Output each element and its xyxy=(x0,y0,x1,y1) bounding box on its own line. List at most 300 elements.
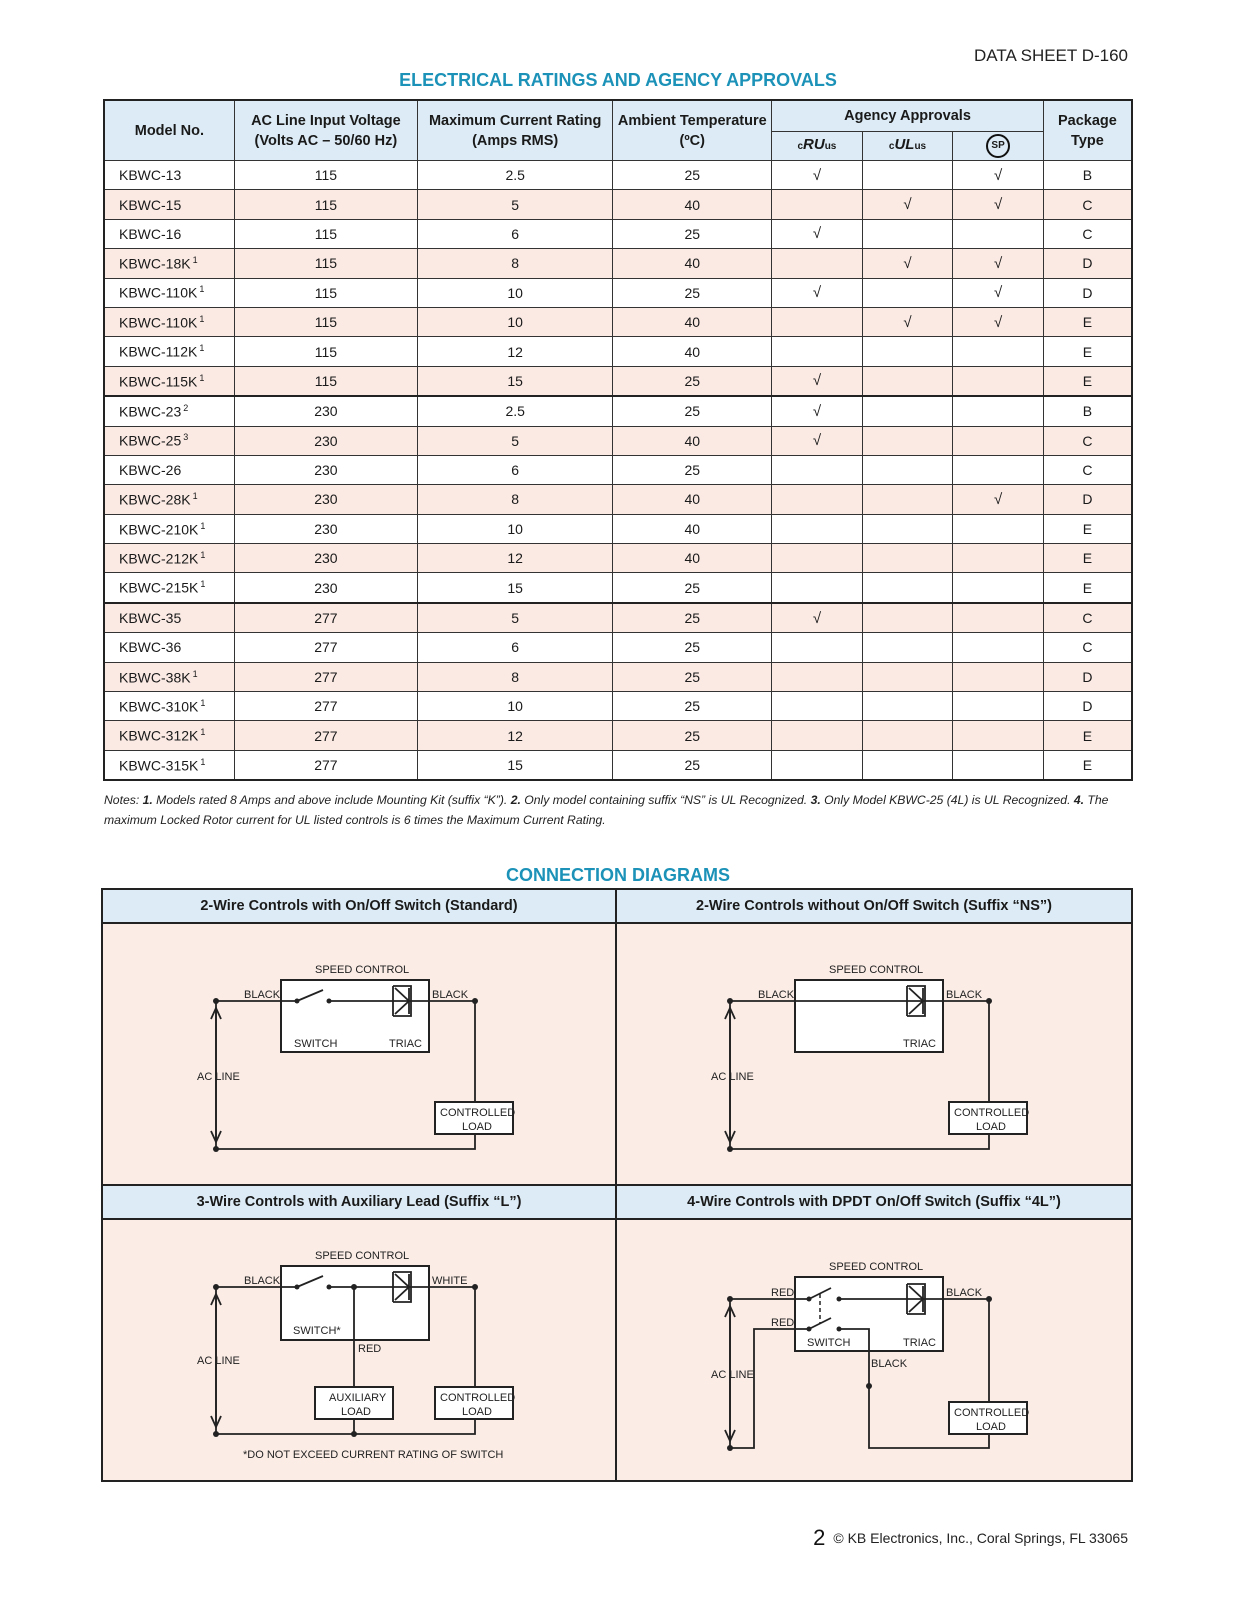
cell-ul-approval xyxy=(862,190,953,219)
cell-current: 15 xyxy=(417,750,612,780)
diagram-title: 2-Wire Controls with On/Off Switch (Standard) xyxy=(103,890,615,924)
check-icon: √ xyxy=(812,372,822,390)
model-footnote-ref: 1 xyxy=(199,372,205,383)
check-icon: √ xyxy=(903,254,912,272)
label-black-right: BLACK xyxy=(946,1287,983,1299)
cell-voltage: 115 xyxy=(234,278,417,307)
sheet-id: DATA SHEET D-160 xyxy=(974,46,1128,65)
cell-ur-approval xyxy=(772,366,863,396)
cell-csa-approval xyxy=(953,455,1044,484)
cell-temp: 40 xyxy=(613,485,772,514)
cell-ul-approval xyxy=(862,603,953,633)
table-row xyxy=(104,485,1132,514)
model-name: KBWC-18K xyxy=(119,255,191,272)
cell-csa-approval xyxy=(953,337,1044,366)
cell-csa-approval xyxy=(953,219,1044,248)
cell-voltage: 230 xyxy=(234,396,417,426)
cell-voltage: 230 xyxy=(234,544,417,573)
model-name: KBWC-212K xyxy=(119,550,199,567)
check-icon: √ xyxy=(812,284,822,302)
table-row xyxy=(104,455,1132,484)
cell-model xyxy=(104,485,234,514)
cell-package: D xyxy=(1043,662,1132,691)
cell-current: 8 xyxy=(417,662,612,691)
copyright: © KB Electronics, Inc., Coral Springs, FL 33065 xyxy=(833,1530,1128,1546)
notes-prefix: Notes: xyxy=(104,793,143,807)
csa-logo-mark: SP xyxy=(986,134,1010,158)
cell-model xyxy=(104,455,234,484)
cell-ul-approval xyxy=(862,544,953,573)
cell-csa-approval xyxy=(953,426,1044,455)
cell-voltage: 115 xyxy=(234,337,417,366)
cell-temp: 40 xyxy=(613,514,772,543)
cell-current: 2.5 xyxy=(417,161,612,190)
model-name: KBWC-36 xyxy=(119,639,182,656)
label-controlled: CONTROLLED xyxy=(440,1107,516,1119)
cell-csa-approval xyxy=(953,396,1044,426)
ur-logo-mark: RU xyxy=(803,136,825,153)
table-row xyxy=(104,662,1132,691)
check-icon: √ xyxy=(993,490,1003,508)
table-row xyxy=(104,544,1132,573)
cell-model xyxy=(104,337,234,366)
diagram-title: 3-Wire Controls with Auxiliary Lead (Suffix “L”) xyxy=(103,1186,615,1220)
cell-package: C xyxy=(1043,426,1132,455)
ul-logo-mark: UL xyxy=(894,136,915,153)
cell-package: D xyxy=(1043,485,1132,514)
cell-ur-approval xyxy=(772,544,863,573)
model-footnote-ref: 1 xyxy=(200,520,206,531)
col-header-current-line2: (Amps RMS) xyxy=(472,132,559,149)
wiring-diagram xyxy=(103,1220,615,1478)
page-number: 2 xyxy=(813,1525,826,1550)
cell-package: E xyxy=(1043,514,1132,543)
junction-dot xyxy=(866,1383,872,1389)
cell-model xyxy=(104,662,234,691)
label-speed-control: SPEED CONTROL xyxy=(829,1261,924,1273)
cell-ur-approval xyxy=(772,307,863,336)
table-row xyxy=(104,721,1132,750)
model-footnote-ref: 1 xyxy=(199,343,205,354)
check-icon: √ xyxy=(903,313,912,331)
cell-ul-approval xyxy=(862,426,953,455)
label-speed-control: SPEED CONTROL xyxy=(315,964,410,976)
junction-dot xyxy=(986,1296,992,1302)
cell-ur-approval xyxy=(772,455,863,484)
cell-voltage: 230 xyxy=(234,455,417,484)
cell-ul-approval xyxy=(862,573,953,603)
cell-ul-approval xyxy=(862,633,953,662)
model-name: KBWC-115K xyxy=(119,373,198,390)
cell-current: 2.5 xyxy=(417,396,612,426)
table-row xyxy=(104,633,1132,662)
wiring-diagram xyxy=(103,924,615,1184)
cell-ur-approval xyxy=(772,278,863,307)
cell-current: 10 xyxy=(417,307,612,336)
ur-logo-pre: c xyxy=(797,141,804,152)
cell-model xyxy=(104,161,234,190)
cell-ur-approval xyxy=(772,485,863,514)
wiring-diagram xyxy=(617,924,1129,1184)
cell-csa-approval xyxy=(953,514,1044,543)
cell-ul-approval xyxy=(862,692,953,721)
col-header-package xyxy=(1043,100,1132,161)
cell-csa-approval xyxy=(953,721,1044,750)
cell-ul-approval xyxy=(862,366,953,396)
label-controlled: CONTROLLED xyxy=(954,1107,1030,1119)
diagram-title: 2-Wire Controls without On/Off Switch (Suffix “NS”) xyxy=(617,890,1131,924)
note-2-num: 2. xyxy=(510,793,521,807)
note-4-num: 4. xyxy=(1073,793,1085,807)
cell-temp: 25 xyxy=(613,455,772,484)
label-white: WHITE xyxy=(432,1275,468,1287)
cell-temp: 25 xyxy=(613,219,772,248)
model-footnote-ref: 1 xyxy=(199,284,205,295)
label-aux-load: LOAD xyxy=(341,1406,371,1418)
model-footnote-ref: 1 xyxy=(200,756,206,767)
switch-contact xyxy=(837,1297,842,1302)
check-icon: √ xyxy=(903,196,912,214)
label-red-top: RED xyxy=(771,1287,795,1299)
model-name: KBWC-16 xyxy=(119,225,182,242)
col-header-package-line1: Package xyxy=(1058,112,1117,129)
note-2-text: Only model containing suffix “NS” is UL Recognized. xyxy=(520,793,811,807)
cell-csa-approval xyxy=(953,485,1044,514)
label-ac-line: AC LINE xyxy=(711,1369,754,1381)
label-black-right: BLACK xyxy=(432,989,469,1001)
col-header-current-line1: Maximum Current Rating xyxy=(428,112,602,129)
model-name: KBWC-110K xyxy=(119,285,198,302)
diagram-4wire-dpdt xyxy=(617,1186,1131,1480)
col-header-current xyxy=(417,100,612,161)
model-name: KBWC-110K xyxy=(119,314,198,331)
note-1-text: Models rated 8 Amps and above include Mounting Kit (suffix “K”). xyxy=(152,793,511,807)
cell-voltage: 115 xyxy=(234,307,417,336)
table-row xyxy=(104,603,1132,633)
cell-csa-approval xyxy=(953,544,1044,573)
model-name: KBWC-28K xyxy=(119,491,191,508)
label-load: LOAD xyxy=(976,1421,1006,1433)
cell-voltage: 230 xyxy=(234,485,417,514)
cell-ur-approval xyxy=(772,337,863,366)
cell-model xyxy=(104,307,234,336)
cell-csa-approval xyxy=(953,307,1044,336)
table-row xyxy=(104,337,1132,366)
cell-temp: 25 xyxy=(613,161,772,190)
col-header-voltage-line2: (Volts AC – 50/60 Hz) xyxy=(254,132,398,149)
cell-current: 10 xyxy=(417,514,612,543)
cell-csa-approval xyxy=(953,573,1044,603)
label-triac: TRIAC xyxy=(903,1038,936,1050)
cell-package: B xyxy=(1043,396,1132,426)
check-icon: √ xyxy=(993,254,1003,272)
label-ac-line: AC LINE xyxy=(197,1355,240,1367)
col-header-model: Model No. xyxy=(104,100,234,161)
cell-csa-approval xyxy=(953,249,1044,278)
col-header-temp-line1: Ambient Temperature xyxy=(617,112,767,129)
cell-voltage: 115 xyxy=(234,366,417,396)
model-name: KBWC-26 xyxy=(119,462,182,479)
cell-ul-approval xyxy=(862,662,953,691)
cell-model xyxy=(104,692,234,721)
ratings-table xyxy=(103,99,1133,781)
junction-dot xyxy=(727,1296,733,1302)
cell-current: 5 xyxy=(417,426,612,455)
cell-ur-approval xyxy=(772,603,863,633)
cell-package: E xyxy=(1043,573,1132,603)
cell-package: C xyxy=(1043,219,1132,248)
check-icon: √ xyxy=(812,609,822,627)
cell-current: 15 xyxy=(417,573,612,603)
cell-voltage: 277 xyxy=(234,603,417,633)
note-3-num: 3. xyxy=(810,793,821,807)
cell-temp: 40 xyxy=(613,426,772,455)
cell-model xyxy=(104,249,234,278)
table-row xyxy=(104,396,1132,426)
cell-current: 5 xyxy=(417,603,612,633)
cell-csa-approval xyxy=(953,633,1044,662)
label-load: LOAD xyxy=(462,1406,492,1418)
cell-ur-approval xyxy=(772,426,863,455)
label-switch: SWITCH xyxy=(294,1038,338,1050)
cell-ul-approval xyxy=(862,249,953,278)
check-icon: √ xyxy=(812,225,822,243)
label-controlled: CONTROLLED xyxy=(440,1392,516,1404)
cell-temp: 25 xyxy=(613,692,772,721)
cell-ur-approval xyxy=(772,633,863,662)
cell-voltage: 230 xyxy=(234,426,417,455)
cell-ul-approval xyxy=(862,278,953,307)
cell-current: 6 xyxy=(417,455,612,484)
label-triac: TRIAC xyxy=(389,1038,422,1050)
junction-dot xyxy=(213,1431,219,1437)
cell-ul-approval xyxy=(862,455,953,484)
check-icon: √ xyxy=(812,402,822,420)
cell-current: 6 xyxy=(417,219,612,248)
csa-logo xyxy=(953,132,1044,161)
label-black-left: BLACK xyxy=(244,989,281,1001)
cell-temp: 25 xyxy=(613,750,772,780)
cell-model xyxy=(104,603,234,633)
cell-csa-approval xyxy=(953,161,1044,190)
col-header-voltage xyxy=(234,100,417,161)
junction-dot xyxy=(727,1445,733,1451)
cell-ul-approval xyxy=(862,721,953,750)
cell-model xyxy=(104,514,234,543)
cell-package: B xyxy=(1043,161,1132,190)
note-1-num: 1. xyxy=(142,793,153,807)
table-row xyxy=(104,161,1132,190)
cell-current: 10 xyxy=(417,692,612,721)
switch-contact xyxy=(807,1297,812,1302)
cell-temp: 25 xyxy=(613,633,772,662)
cell-voltage: 230 xyxy=(234,514,417,543)
label-black-right: BLACK xyxy=(946,989,983,1001)
cell-current: 10 xyxy=(417,278,612,307)
cell-temp: 25 xyxy=(613,278,772,307)
cell-ur-approval xyxy=(772,161,863,190)
model-footnote-ref: 1 xyxy=(200,727,206,738)
cell-package: E xyxy=(1043,366,1132,396)
label-black-left: BLACK xyxy=(758,989,795,1001)
ur-logo-post: us xyxy=(824,141,837,152)
diagram-2wire-standard xyxy=(103,890,617,1186)
table-row xyxy=(104,249,1132,278)
label-ac-line: AC LINE xyxy=(711,1071,754,1083)
cell-ul-approval xyxy=(862,396,953,426)
label-black-bottom: BLACK xyxy=(871,1358,908,1370)
switch-contact xyxy=(295,999,300,1004)
cell-model xyxy=(104,190,234,219)
model-name: KBWC-210K xyxy=(119,521,199,538)
footer xyxy=(813,1525,1128,1551)
cell-csa-approval xyxy=(953,692,1044,721)
cell-current: 5 xyxy=(417,190,612,219)
col-header-package-line2: Type xyxy=(1071,132,1104,149)
cell-current: 12 xyxy=(417,544,612,573)
cell-current: 12 xyxy=(417,337,612,366)
junction-dot xyxy=(213,1284,219,1290)
cell-voltage: 277 xyxy=(234,662,417,691)
cell-model xyxy=(104,366,234,396)
ratings-body xyxy=(104,161,1132,781)
check-icon: √ xyxy=(993,166,1003,184)
label-red-bottom: RED xyxy=(771,1317,795,1329)
cell-temp: 25 xyxy=(613,662,772,691)
junction-dot xyxy=(727,998,733,1004)
cell-temp: 40 xyxy=(613,337,772,366)
cell-current: 8 xyxy=(417,485,612,514)
cell-ur-approval xyxy=(772,692,863,721)
model-name: KBWC-15 xyxy=(119,196,182,213)
table-row xyxy=(104,750,1132,780)
junction-dot xyxy=(986,998,992,1004)
junction-dot xyxy=(727,1146,733,1152)
table-row xyxy=(104,692,1132,721)
label-load: LOAD xyxy=(976,1121,1006,1133)
junction-dot xyxy=(472,1284,478,1290)
cell-ur-approval xyxy=(772,662,863,691)
junction-dot xyxy=(472,998,478,1004)
model-footnote-ref: 1 xyxy=(200,579,206,590)
model-name: KBWC-35 xyxy=(119,610,182,627)
cell-csa-approval xyxy=(953,190,1044,219)
model-footnote-ref: 1 xyxy=(192,255,198,266)
cell-csa-approval xyxy=(953,278,1044,307)
label-triac: TRIAC xyxy=(903,1337,936,1349)
model-name: KBWC-215K xyxy=(119,579,199,596)
label-load: LOAD xyxy=(462,1121,492,1133)
cell-ul-approval xyxy=(862,307,953,336)
cell-package: D xyxy=(1043,692,1132,721)
cell-model xyxy=(104,721,234,750)
ul-logo xyxy=(862,132,953,161)
table-row xyxy=(104,278,1132,307)
junction-dot xyxy=(351,1431,357,1437)
cell-ur-approval xyxy=(772,190,863,219)
cell-ul-approval xyxy=(862,750,953,780)
cell-voltage: 277 xyxy=(234,750,417,780)
cell-voltage: 277 xyxy=(234,721,417,750)
label-controlled: CONTROLLED xyxy=(954,1407,1030,1419)
cell-package: E xyxy=(1043,307,1132,336)
check-icon: √ xyxy=(993,196,1003,214)
switch-contact xyxy=(837,1327,842,1332)
cell-ur-approval xyxy=(772,750,863,780)
label-speed-control: SPEED CONTROL xyxy=(315,1250,410,1262)
cell-ur-approval xyxy=(772,219,863,248)
label-switch: SWITCH xyxy=(807,1337,851,1349)
cell-ul-approval xyxy=(862,514,953,543)
label-black: BLACK xyxy=(244,1275,281,1287)
label-switch-star: SWITCH* xyxy=(293,1325,341,1337)
diagram-2wire-no-switch xyxy=(617,890,1131,1186)
cell-package: D xyxy=(1043,278,1132,307)
cell-voltage: 277 xyxy=(234,633,417,662)
cell-ur-approval xyxy=(772,249,863,278)
diagram-3wire-auxiliary xyxy=(103,1186,617,1480)
cell-temp: 40 xyxy=(613,544,772,573)
cell-package: E xyxy=(1043,544,1132,573)
model-name: KBWC-310K xyxy=(119,698,199,715)
table-row xyxy=(104,219,1132,248)
model-footnote-ref: 3 xyxy=(183,432,189,443)
cell-package: D xyxy=(1043,249,1132,278)
cell-temp: 25 xyxy=(613,396,772,426)
cell-ur-approval xyxy=(772,721,863,750)
table-row xyxy=(104,307,1132,336)
connection-diagrams-grid xyxy=(101,888,1133,1482)
switch-contact xyxy=(295,1285,300,1290)
model-name: KBWC-38K xyxy=(119,669,191,686)
cell-ul-approval xyxy=(862,485,953,514)
cell-model xyxy=(104,633,234,662)
cell-temp: 25 xyxy=(613,573,772,603)
table-row xyxy=(104,514,1132,543)
col-header-voltage-line1: AC Line Input Voltage xyxy=(251,112,401,129)
col-header-temp-line2: (ºC) xyxy=(679,132,705,149)
model-name: KBWC-23 xyxy=(119,403,182,420)
cell-package: E xyxy=(1043,337,1132,366)
cell-ul-approval xyxy=(862,161,953,190)
cell-voltage: 115 xyxy=(234,249,417,278)
cell-model xyxy=(104,396,234,426)
label-red: RED xyxy=(358,1343,382,1355)
cell-temp: 40 xyxy=(613,307,772,336)
switch-contact xyxy=(807,1327,812,1332)
cell-package: C xyxy=(1043,190,1132,219)
col-header-temp xyxy=(613,100,772,161)
switch-contact xyxy=(327,1285,332,1290)
table-row xyxy=(104,426,1132,455)
cell-model xyxy=(104,426,234,455)
check-icon: √ xyxy=(993,284,1003,302)
label-footnote: *DO NOT EXCEED CURRENT RATING OF SWITCH xyxy=(243,1449,504,1461)
cell-temp: 40 xyxy=(613,190,772,219)
ur-logo xyxy=(772,132,863,161)
cell-csa-approval xyxy=(953,662,1044,691)
cell-voltage: 230 xyxy=(234,573,417,603)
diagram-title: 4-Wire Controls with DPDT On/Off Switch (Suffix “4L”) xyxy=(617,1186,1131,1220)
label-ac-line: AC LINE xyxy=(197,1071,240,1083)
model-name: KBWC-112K xyxy=(119,343,198,360)
cell-temp: 25 xyxy=(613,366,772,396)
cell-csa-approval xyxy=(953,603,1044,633)
cell-package: E xyxy=(1043,750,1132,780)
label-speed-control: SPEED CONTROL xyxy=(829,964,924,976)
cell-package: C xyxy=(1043,603,1132,633)
table-row xyxy=(104,573,1132,603)
